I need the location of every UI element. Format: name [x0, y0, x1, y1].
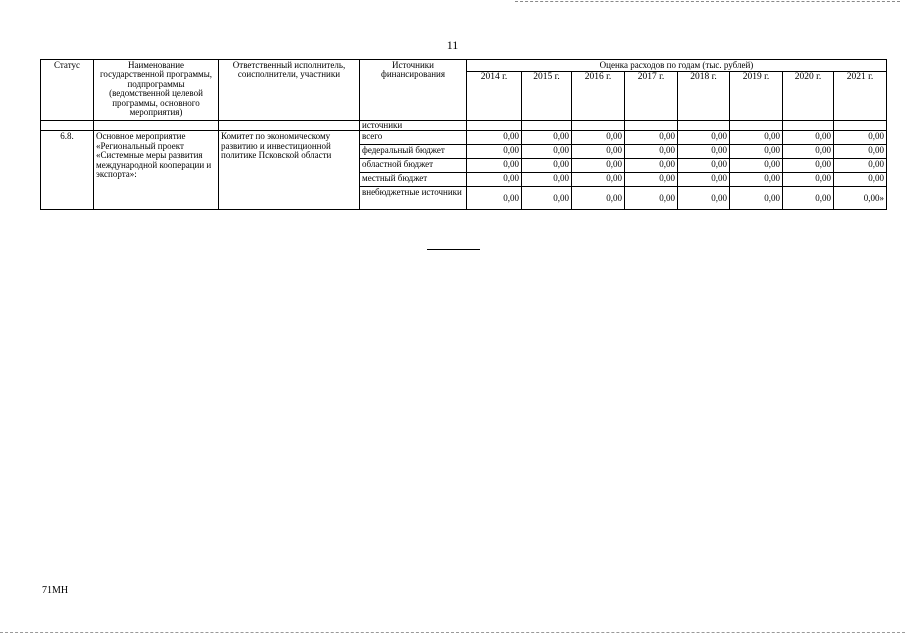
table-row: [41, 131, 887, 145]
value-cell: 0,00: [783, 173, 834, 187]
value-cell: 0,00: [834, 131, 887, 145]
year-2019: 2019 г.: [730, 72, 783, 121]
header-name: Наименование государственной программы, подпрограммы (ведомственной целевой программы, основного мероприятия): [94, 60, 219, 121]
footer-code: 71МН: [42, 585, 69, 596]
value-cell: 0,00: [834, 159, 887, 173]
value-cell: 0,00: [678, 131, 730, 145]
continuation-row: [41, 121, 887, 131]
value-cell: 0,00: [467, 159, 522, 173]
budget-table: [40, 59, 887, 210]
value-cell: 0,00: [730, 159, 783, 173]
value-cell: 0,00: [572, 131, 625, 145]
value-cell: 0,00: [572, 173, 625, 187]
year-2018: 2018 г.: [678, 72, 730, 121]
value-cell: 0,00: [572, 187, 625, 210]
value-cell: 0,00: [783, 145, 834, 159]
year-2015: 2015 г.: [522, 72, 572, 121]
year-2021: 2021 г.: [834, 72, 887, 121]
header-executor: Ответственный исполнитель, соисполнители, участники: [219, 60, 360, 121]
year-2016: 2016 г.: [572, 72, 625, 121]
value-cell: 0,00: [783, 187, 834, 210]
source-label: всего: [360, 131, 467, 145]
year-2020: 2020 г.: [783, 72, 834, 121]
value-cell: 0,00: [522, 145, 572, 159]
value-cell: 0,00: [522, 159, 572, 173]
item-name: Основное мероприятие «Региональный проект «Системные меры развития международной кооперации и экспорта»:: [94, 131, 219, 210]
scan-artifact-bottom: [0, 632, 905, 633]
page-number: 11: [446, 38, 459, 52]
source-label: местный бюджет: [360, 173, 467, 187]
value-cell: 0,00: [522, 187, 572, 210]
value-cell: 0,00: [522, 173, 572, 187]
source-label: федеральный бюджет: [360, 145, 467, 159]
value-cell: 0,00: [834, 173, 887, 187]
value-cell: 0,00: [783, 159, 834, 173]
value-cell: 0,00: [730, 173, 783, 187]
value-cell: 0,00: [625, 173, 678, 187]
value-cell: 0,00»: [834, 187, 887, 210]
value-cell: 0,00: [467, 173, 522, 187]
value-cell: 0,00: [625, 145, 678, 159]
value-cell: 0,00: [834, 145, 887, 159]
value-cell: 0,00: [678, 173, 730, 187]
value-cell: 0,00: [522, 131, 572, 145]
value-cell: 0,00: [572, 145, 625, 159]
value-cell: 0,00: [678, 145, 730, 159]
value-cell: 0,00: [467, 187, 522, 210]
value-cell: 0,00: [730, 187, 783, 210]
value-cell: 0,00: [730, 145, 783, 159]
value-cell: 0,00: [572, 159, 625, 173]
value-cell: 0,00: [625, 159, 678, 173]
scan-artifact-top: [515, 1, 900, 2]
value-cell: 0,00: [678, 187, 730, 210]
header-row: [41, 60, 887, 72]
header-estimate: Оценка расходов по годам (тыс. рублей): [467, 60, 887, 72]
header-status: Статус: [41, 60, 94, 121]
item-status: 6.8.: [41, 131, 94, 210]
value-cell: 0,00: [467, 131, 522, 145]
item-executor: Комитет по экономическому развитию и инвестиционной политике Псковской области: [219, 131, 360, 210]
source-label: внебюджетные источники: [360, 187, 467, 210]
year-2014: 2014 г.: [467, 72, 522, 121]
value-cell: 0,00: [625, 131, 678, 145]
value-cell: 0,00: [467, 145, 522, 159]
header-sources: Источники финансирования: [360, 60, 467, 121]
value-cell: 0,00: [730, 131, 783, 145]
value-cell: 0,00: [783, 131, 834, 145]
year-2017: 2017 г.: [625, 72, 678, 121]
value-cell: 0,00: [625, 187, 678, 210]
value-cell: 0,00: [678, 159, 730, 173]
continuation-source: источники: [360, 121, 467, 131]
source-label: областной бюджет: [360, 159, 467, 173]
separator-line: [427, 249, 480, 250]
